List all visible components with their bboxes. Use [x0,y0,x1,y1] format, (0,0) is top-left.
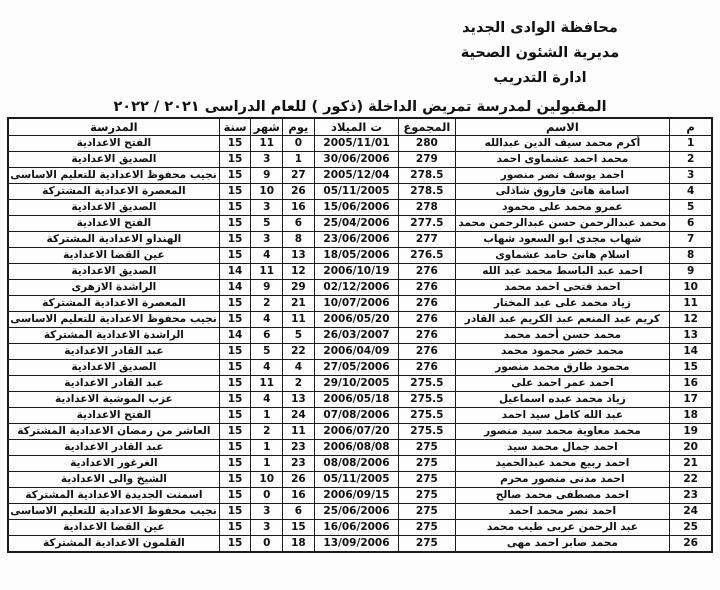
cell-total: 275.5 [399,408,455,424]
cell-bdate: 05/11/2005 [314,184,398,200]
cell-bdate: 2006/04/09 [314,344,398,360]
column-header-bdate: ت الميلاد [314,118,398,136]
cell-month: 4 [251,392,283,408]
cell-school: الراشدة الازهرى [8,280,219,296]
table-row [8,280,712,296]
table-row [8,504,712,520]
cell-month: 10 [251,184,283,200]
cell-total: 276 [399,344,455,360]
column-header-year: سنة [219,118,251,136]
cell-school: العاشر من رمضان الاعدادية المشتركة [8,424,219,440]
column-header-total: المجموع [399,118,455,136]
cell-bdate: 18/05/2006 [314,248,398,264]
cell-month: 6 [251,328,283,344]
cell-no: 14 [670,344,712,360]
page-title: المقبولين لمدرسة تمريض الداخلة (ذكور ) للعام الدراسى ٢٠٢١ / ٢٠٢٢ [113,99,607,115]
table-row [8,472,712,488]
cell-bdate: 26/03/2007 [314,328,398,344]
cell-day: 11 [283,312,315,328]
cell-year: 15 [219,376,251,392]
cell-school: عبد القادر الاعدادية [8,376,219,392]
cell-school: الشيخ والى الاعدادية [8,472,219,488]
cell-year: 15 [219,216,251,232]
cell-year: 14 [219,280,251,296]
cell-no: 4 [670,184,712,200]
cell-name: محمد حسن أحمد محمد [455,328,670,344]
cell-year: 15 [219,232,251,248]
cell-month: 4 [251,360,283,376]
cell-no: 15 [670,360,712,376]
cell-year: 15 [219,168,251,184]
cell-year: 14 [219,264,251,280]
cell-total: 275 [399,488,455,504]
cell-no: 7 [670,232,712,248]
cell-school: الفتح الاعدادية [8,408,219,424]
cell-no: 12 [670,312,712,328]
cell-day: 27 [283,168,315,184]
cell-day: 18 [283,536,315,553]
cell-year: 15 [219,440,251,456]
cell-no: 8 [670,248,712,264]
cell-bdate: 25/06/2006 [314,504,398,520]
cell-school: عين القضا الاعدادية [8,248,219,264]
cell-name: كريم عبد المنعم عبد الكريم عبد القادر [455,312,670,328]
cell-school: اسمنت الجديدة الاعدادية المشتركة [8,488,219,504]
table-row [8,376,712,392]
cell-bdate: 27/05/2006 [314,360,398,376]
org-line-governorate: محافظة الوادى الجديد [462,20,618,36]
cell-bdate: 02/12/2006 [314,280,398,296]
cell-no: 11 [670,296,712,312]
cell-month: 0 [251,536,283,553]
cell-day: 26 [283,472,315,488]
cell-no: 26 [670,536,712,553]
cell-month: 3 [251,152,283,168]
cell-bdate: 25/04/2006 [314,216,398,232]
cell-year: 15 [219,184,251,200]
cell-day: 6 [283,504,315,520]
cell-year: 15 [219,520,251,536]
cell-no: 21 [670,456,712,472]
cell-bdate: 2006/10/19 [314,264,398,280]
cell-day: 5 [283,328,315,344]
cell-bdate: 2006/05/18 [314,392,398,408]
cell-total: 279 [399,152,455,168]
cell-month: 1 [251,456,283,472]
cell-total: 275.5 [399,392,455,408]
table-header-row [8,118,712,136]
table-row [8,360,712,376]
cell-name: زياد محمد عبده اسماعيل [455,392,670,408]
table-row [8,488,712,504]
cell-month: 9 [251,280,283,296]
cell-day: 26 [283,184,315,200]
cell-total: 277 [399,232,455,248]
cell-month: 10 [251,472,283,488]
cell-bdate: 30/06/2006 [314,152,398,168]
cell-total: 275 [399,536,455,553]
table-row [8,200,712,216]
cell-no: 17 [670,392,712,408]
cell-name: احمد عبد الباسط محمد عبد الله [455,264,670,280]
cell-day: 16 [283,488,315,504]
cell-year: 14 [219,328,251,344]
cell-no: 13 [670,328,712,344]
cell-month: 4 [251,312,283,328]
cell-no: 18 [670,408,712,424]
cell-year: 15 [219,200,251,216]
cell-no: 19 [670,424,712,440]
cell-school: نجيب محفوظ الاعدادية للتعليم الاساسى [8,168,219,184]
cell-no: 22 [670,472,712,488]
cell-name: احمد نصر محمد احمد [455,504,670,520]
cell-total: 278.5 [399,184,455,200]
table-row [8,344,712,360]
cell-no: 24 [670,504,712,520]
cell-name: محمد احمد عشماوى احمد [455,152,670,168]
table-row [8,152,712,168]
cell-name: اسلام هانئ حامد عشماوى [455,248,670,264]
cell-month: 3 [251,504,283,520]
cell-year: 15 [219,344,251,360]
table-row [8,136,712,152]
cell-no: 16 [670,376,712,392]
students-table [7,117,713,553]
cell-day: 8 [283,232,315,248]
cell-total: 278 [399,200,455,216]
cell-year: 15 [219,392,251,408]
cell-name: محمود طارق محمد منصور [455,360,670,376]
cell-day: 22 [283,344,315,360]
cell-total: 277.5 [399,216,455,232]
table-row [8,232,712,248]
cell-no: 3 [670,168,712,184]
cell-total: 275.5 [399,376,455,392]
cell-total: 276.5 [399,248,455,264]
cell-bdate: 2005/12/04 [314,168,398,184]
org-line-directorate: مديرية الشئون الصحية [460,45,620,61]
table-row [8,440,712,456]
cell-total: 275 [399,472,455,488]
org-header [415,16,665,91]
cell-day: 21 [283,296,315,312]
cell-bdate: 29/10/2005 [314,376,398,392]
cell-no: 6 [670,216,712,232]
cell-school: القلمون الاعدادية المشتركة [8,536,219,553]
table-row [8,456,712,472]
column-header-month: شهر [251,118,283,136]
cell-year: 15 [219,312,251,328]
table-row [8,264,712,280]
cell-school: عبد القادر الاعدادية [8,440,219,456]
table-row [8,536,712,553]
cell-year: 15 [219,408,251,424]
table-row [8,184,712,200]
cell-bdate: 2006/08/08 [314,440,398,456]
cell-month: 3 [251,200,283,216]
table-row [8,216,712,232]
cell-month: 5 [251,216,283,232]
cell-name: محمد صابر احمد مهى [455,536,670,553]
table-row [8,328,712,344]
cell-day: 13 [283,392,315,408]
cell-day: 12 [283,264,315,280]
cell-name: شهاب مجدى ابو السعود شهاب [455,232,670,248]
cell-school: عين القضا الاعدادية [8,520,219,536]
cell-month: 1 [251,440,283,456]
cell-day: 6 [283,216,315,232]
cell-name: اسامة هانئ فاروق شاذلى [455,184,670,200]
column-header-name: الاسم [455,118,670,136]
cell-day: 4 [283,360,315,376]
cell-total: 276 [399,280,455,296]
table-row [8,392,712,408]
cell-school: المعصرة الاعدادية المشتركة [8,184,219,200]
cell-month: 0 [251,488,283,504]
cell-bdate: 2005/11/01 [314,136,398,152]
cell-name: عبد الله كامل سيد احمد [455,408,670,424]
cell-month: 3 [251,232,283,248]
cell-school: الهنداو الاعدادية المشتركة [8,232,219,248]
table-row [8,248,712,264]
cell-name: محمد عبدالرحمن حسن عبدالرحمن محمد [455,216,670,232]
cell-school: نجيب محفوظ الاعدادية للتعليم الاساسى [8,312,219,328]
cell-year: 15 [219,136,251,152]
cell-total: 275 [399,456,455,472]
cell-name: محمد خضر محمود محمد [455,344,670,360]
cell-total: 275 [399,520,455,536]
cell-school: الفتح الاعدادية [8,136,219,152]
cell-day: 11 [283,424,315,440]
cell-total: 275 [399,440,455,456]
cell-name: محمد معاوية محمد سيد منصور [455,424,670,440]
cell-no: 25 [670,520,712,536]
cell-bdate: 10/07/2006 [314,296,398,312]
table-row [8,312,712,328]
cell-total: 276 [399,312,455,328]
cell-name: عمرو محمد على محمود [455,200,670,216]
cell-year: 15 [219,488,251,504]
cell-month: 3 [251,520,283,536]
cell-bdate: 05/11/2005 [314,472,398,488]
cell-month: 5 [251,344,283,360]
cell-day: 23 [283,440,315,456]
cell-name: احمد فتحى احمد محمد [455,280,670,296]
cell-year: 15 [219,472,251,488]
cell-year: 15 [219,504,251,520]
cell-school: الصديق الاعدادية [8,264,219,280]
column-header-school: المدرسة [8,118,219,136]
cell-no: 1 [670,136,712,152]
cell-year: 15 [219,536,251,553]
cell-month: 11 [251,376,283,392]
cell-month: 2 [251,296,283,312]
cell-school: المعصرة الاعدادية المشتركة [8,296,219,312]
cell-total: 275.5 [399,424,455,440]
cell-school: عبد القادر الاعدادية [8,344,219,360]
cell-year: 15 [219,296,251,312]
cell-name: احمد يوسف نصر منصور [455,168,670,184]
cell-day: 13 [283,248,315,264]
cell-day: 1 [283,152,315,168]
cell-bdate: 2006/05/20 [314,312,398,328]
cell-month: 9 [251,168,283,184]
cell-name: زياد محمد على عبد المختار [455,296,670,312]
cell-total: 276 [399,264,455,280]
cell-name: احمد مصطفى محمد صالح [455,488,670,504]
cell-day: 15 [283,520,315,536]
cell-month: 11 [251,264,283,280]
table-row [8,168,712,184]
cell-year: 15 [219,424,251,440]
cell-total: 275 [399,504,455,520]
cell-month: 11 [251,136,283,152]
cell-no: 20 [670,440,712,456]
cell-no: 23 [670,488,712,504]
table-row [8,296,712,312]
cell-bdate: 16/06/2006 [314,520,398,536]
cell-school: الصديق الاعدادية [8,200,219,216]
cell-bdate: 13/09/2006 [314,536,398,553]
cell-year: 15 [219,248,251,264]
cell-school: الصديق الاعدادية [8,360,219,376]
cell-day: 29 [283,280,315,296]
cell-day: 24 [283,408,315,424]
cell-school: نجيب محفوظ الاعدادية للتعليم الاساسى [8,504,219,520]
table-row [8,408,712,424]
cell-school: الغرغور الاعدادية [8,456,219,472]
cell-total: 276 [399,360,455,376]
cell-name: احمد عمر احمد على [455,376,670,392]
cell-day: 0 [283,136,315,152]
cell-bdate: 07/08/2006 [314,408,398,424]
org-line-department: ادارة التدريب [493,70,587,86]
cell-day: 16 [283,200,315,216]
table-row [8,424,712,440]
cell-day: 23 [283,456,315,472]
cell-total: 280 [399,136,455,152]
cell-no: 5 [670,200,712,216]
cell-total: 276 [399,296,455,312]
cell-school: عزب الموشية الاعدادية [8,392,219,408]
column-header-no: م [670,118,712,136]
cell-bdate: 08/08/2006 [314,456,398,472]
cell-year: 15 [219,456,251,472]
cell-bdate: 2006/07/20 [314,424,398,440]
cell-bdate: 23/06/2006 [314,232,398,248]
cell-name: احمد ربيع محمد عبدالحميد [455,456,670,472]
cell-school: الراشدة الاعدادية المشتركة [8,328,219,344]
cell-bdate: 15/06/2006 [314,200,398,216]
cell-no: 10 [670,280,712,296]
cell-month: 1 [251,408,283,424]
cell-total: 278.5 [399,168,455,184]
cell-total: 276 [399,328,455,344]
cell-name: عبد الرحمن عربى طيب محمد [455,520,670,536]
cell-name: احمد جمال محمد سيد [455,440,670,456]
cell-name: احمد مدنى منصور محرم [455,472,670,488]
cell-no: 9 [670,264,712,280]
cell-year: 15 [219,152,251,168]
column-header-day: يوم [283,118,315,136]
cell-year: 15 [219,360,251,376]
cell-day: 2 [283,376,315,392]
cell-month: 4 [251,248,283,264]
cell-month: 2 [251,424,283,440]
cell-school: الفتح الاعدادية [8,216,219,232]
cell-name: أكرم محمد سيف الدين عبدالله [455,136,670,152]
cell-no: 2 [670,152,712,168]
cell-school: الصديق الاعدادية [8,152,219,168]
table-row [8,520,712,536]
cell-bdate: 2006/09/15 [314,488,398,504]
